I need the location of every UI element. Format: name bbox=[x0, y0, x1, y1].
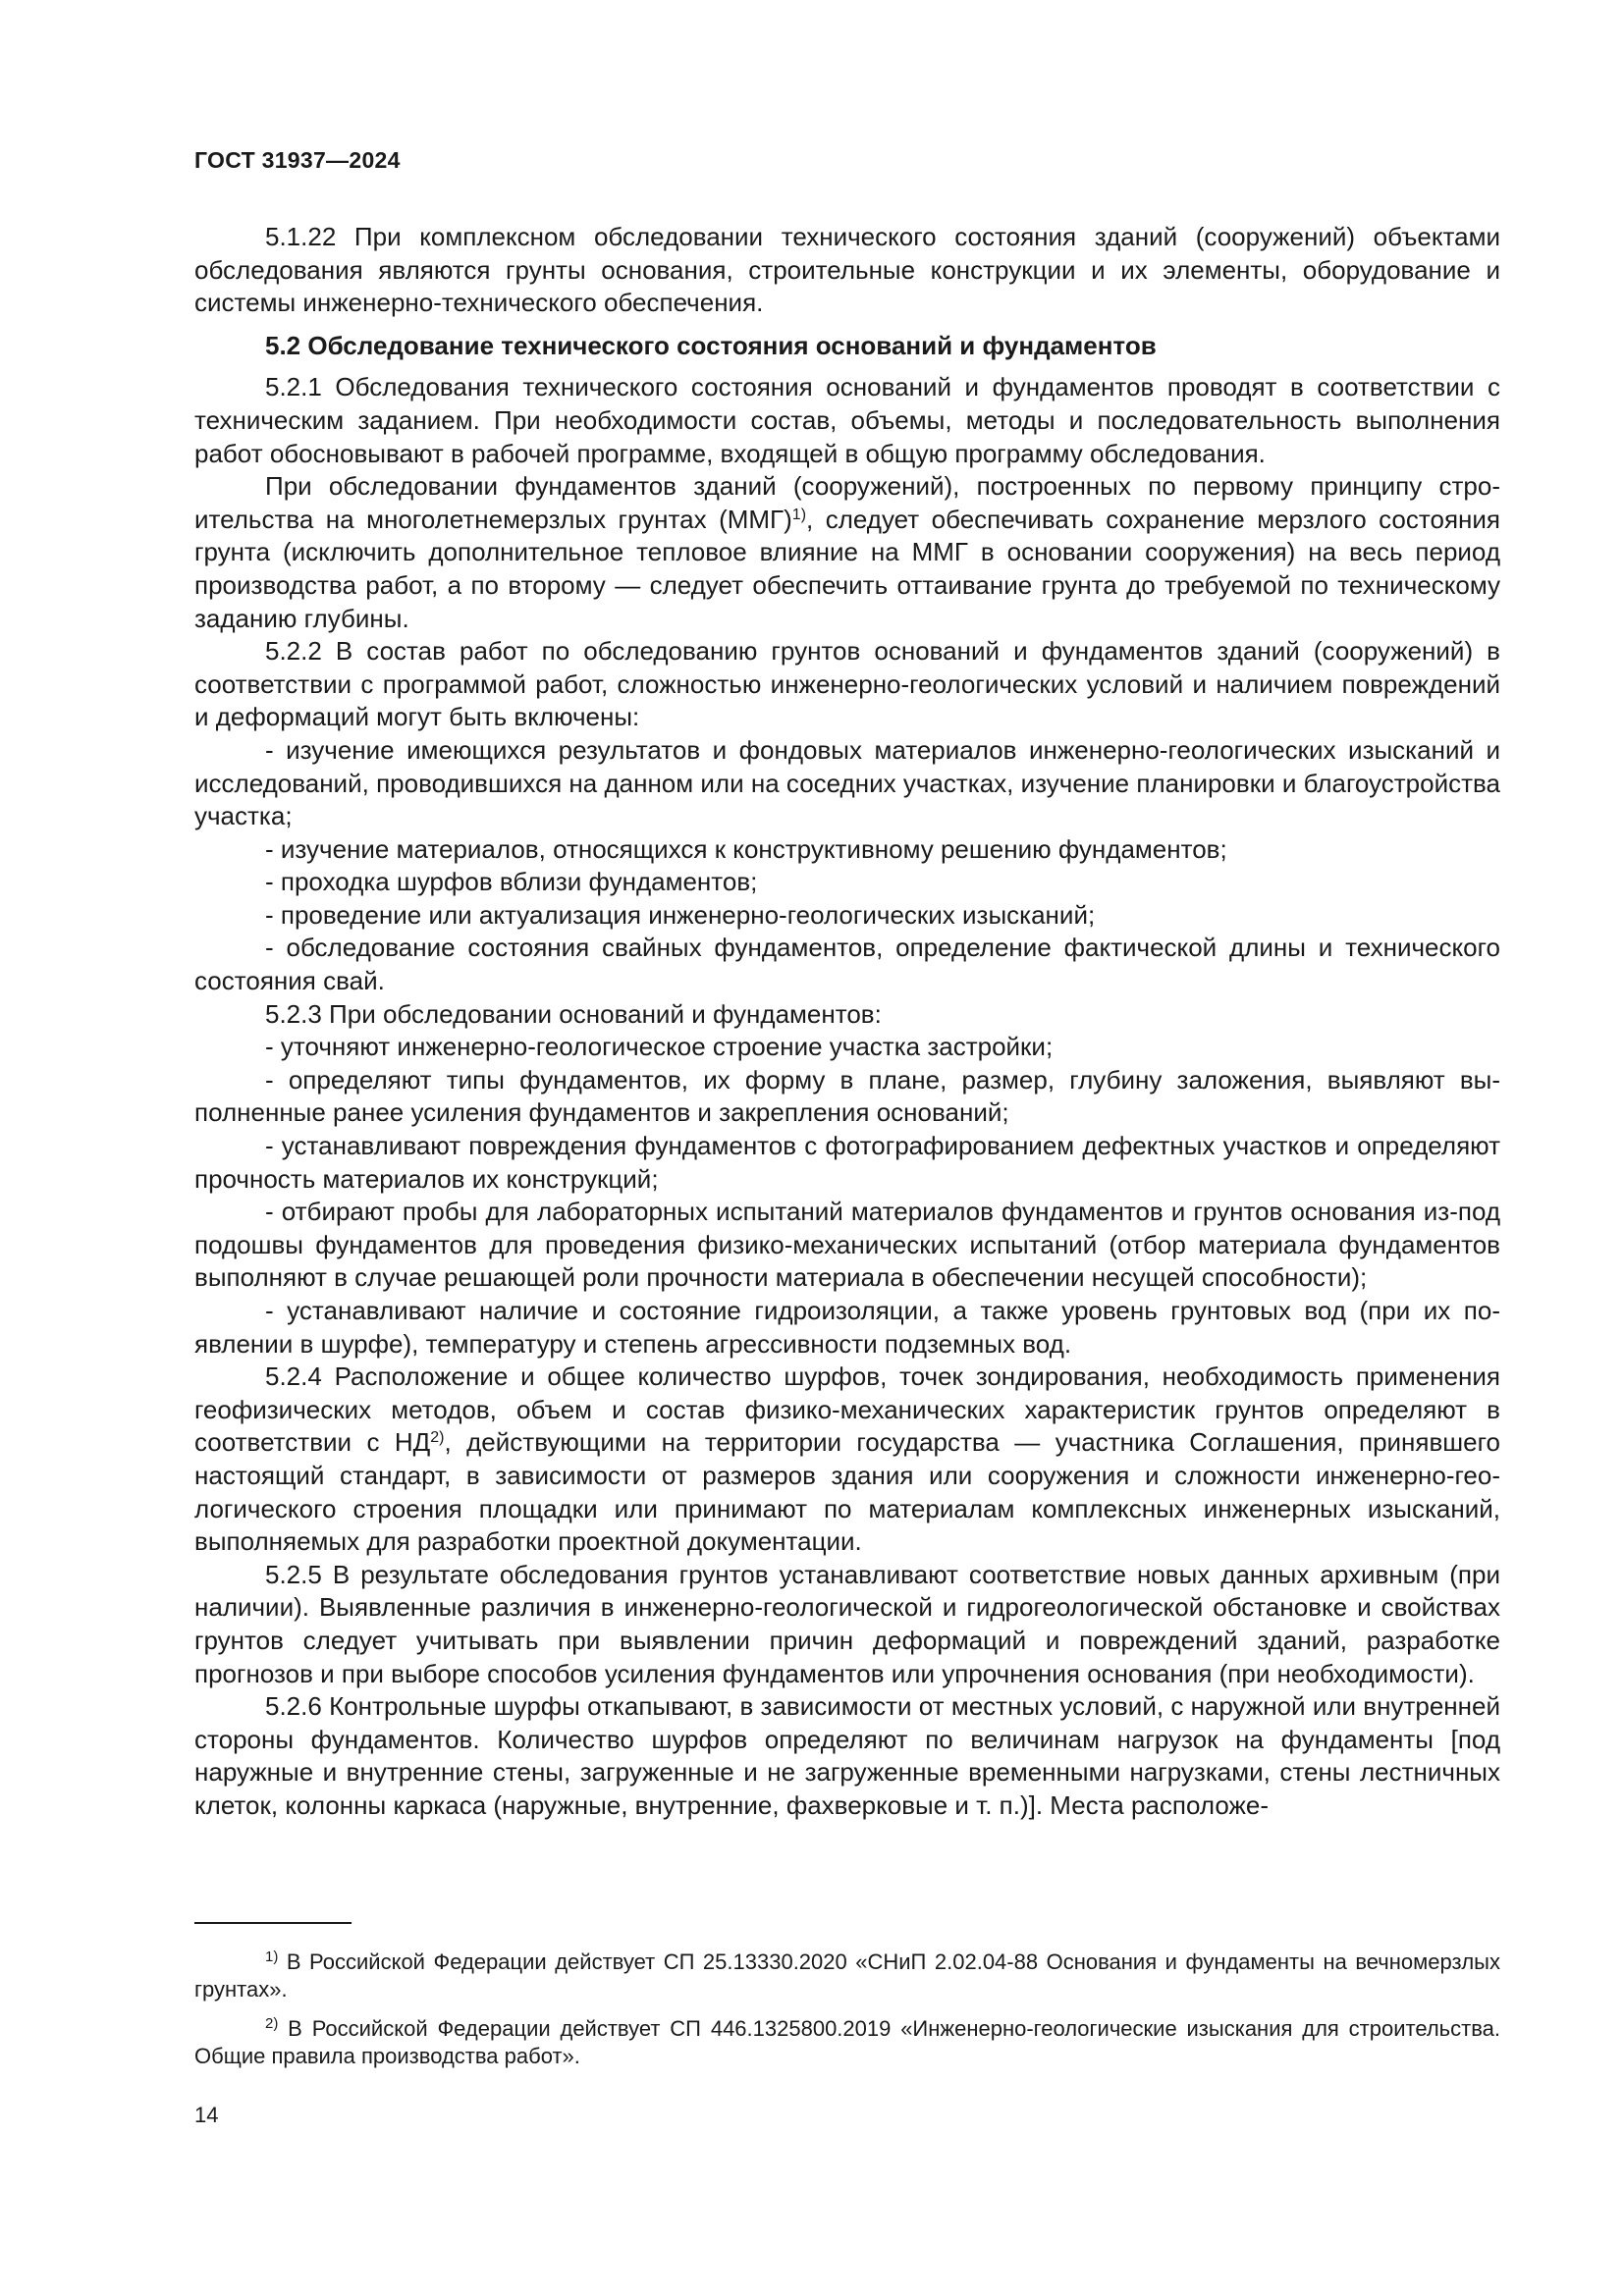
document-header: ГОСТ 31937—2024 bbox=[194, 147, 401, 173]
footnote-1 bbox=[194, 1949, 1500, 2003]
paragraph-5-2-5: 5.2.5 В результате обследования грунтов устанавливают соответствие новых данных архивным (при наличии). Выявленные различия в инженерно-геологической и гидрогеологической обстановке и свойствах грунтов следует учитывать при выявлении причин деформаций и повреждений зданий, разработке прогнозов и при выборе способов усиления фундаментов или упрочнения основания (при необходимости). bbox=[194, 1559, 1500, 1688]
footnotes bbox=[194, 1949, 1500, 2082]
list-item: - обследование состояния свайных фундаментов, определение фактической длины и технического состояния свай. bbox=[194, 933, 1500, 996]
list-item: - изучение имеющихся результатов и фондовых материалов инженерно-геологических изысканий и исследований, проводившихся на данном или на соседних участках, изучение планировки и благоустройства участка; bbox=[194, 734, 1500, 831]
paragraph-5-2-4-part-b: , действующими на территории государства — участника Соглашения, принявшего настоящий стандарт, в зависимости от размеров здания или сооружения и сложности инженерно-геологического строения площадки или принимают по материалам комплексных инженерных изысканий, выполняемых для разработки проектной документации. bbox=[194, 1427, 1501, 1557]
footnote-text: В Российской Федерации действует СП 446.1325800.2019 «Инженерно-геологические изыскания для строительства. Общие правила производства работ». bbox=[194, 2016, 1500, 2068]
list-item: - изучение материалов, относящихся к конструктивному решению фундаментов; bbox=[265, 833, 1227, 864]
footnote-ref-2[interactable]: 2) bbox=[430, 1429, 445, 1447]
paragraph-5-2-4 bbox=[194, 1361, 1500, 1559]
list-item: - устанавливают наличие и состояние гидроизоляции, а также уровень грунтовых вод (при их появлении в шурфе), температуру и степень агрессивности подземных вод. bbox=[194, 1296, 1500, 1359]
footnote-text: В Российской Федерации действует СП 25.13330.2020 «СНиП 2.02.04-88 Основания и фундаменты на вечномерзлых грунтах». bbox=[194, 1949, 1500, 2002]
footnote-marker: 2) bbox=[265, 2015, 279, 2032]
footnote-2 bbox=[194, 2015, 1500, 2070]
paragraph-5-1-22: 5.1.22 При комплексном обследовании технического состояния зданий (сооружений) объектами обследования являются грунты основания, строительные конструкции и их элементы, оборудование и системы инженерно-технического обеспечения. bbox=[194, 222, 1500, 318]
page-number: 14 bbox=[194, 2103, 219, 2127]
paragraph-permafrost-part-b: , следует обеспечивать сохранение мерзлого состояния грунта (исключить дополнительное тепловое влияние на ММГ в основании сооружения) на весь период производства работ, а по второму — следует обеспечить оттаивание грунта до требуемой по техническому заданию глубины. bbox=[194, 504, 1500, 633]
list-item: - устанавливают повреждения фундаментов с фотографированием дефектных участков и определяют прочность материалов их конструкций; bbox=[194, 1131, 1500, 1194]
paragraph-permafrost bbox=[194, 470, 1500, 635]
section-heading-5-2: 5.2 Обследование технического состояния оснований и фундаментов bbox=[265, 330, 1157, 360]
paragraph-5-2-4-part-a: 5.2.4 Расположение и общее количество шурфов, точек зондирования, необходимость применения геофизических методов, объем и состав физико-механических характеристик грунтов определяют в соответствии с НД bbox=[194, 1362, 1500, 1458]
list-item: - отбирают пробы для лабораторных испытаний материалов фундаментов и грунтов основания из-под подошвы фундаментов для проведения физико-механических испытаний (отбор материала фундаментов выполняют в случае решающей роли прочности материала в обеспечении несущей способности); bbox=[194, 1197, 1500, 1293]
paragraph-5-2-6: 5.2.6 Контрольные шурфы откапывают, в зависимости от местных условий, с наружной или внутренней стороны фундаментов. Количество шурфов определяют по величинам нагрузок на фундаменты [под наружные и внутренние стены, загруженные и не загруженные временными нагрузками, стены лестничных клеток, колонны каркаса (наружные, внутренние, фахверковые и т. п.)]. Места расположе- bbox=[194, 1691, 1500, 1820]
list-item: - определяют типы фундаментов, их форму в плане, размер, глубину заложения, выявляют выполненные ранее усиления фундаментов и закрепления оснований; bbox=[194, 1064, 1500, 1128]
paragraph-5-2-2: 5.2.2 В состав работ по обследованию грунтов оснований и фундаментов зданий (сооружений) в соответствии с программой работ, сложностью инженерно-геологических условий и наличием повреждений и деформаций могут быть включены: bbox=[194, 636, 1500, 732]
list-item: - проведение или актуализация инженерно-геологических изысканий; bbox=[265, 899, 1096, 930]
footnote-ref-1[interactable]: 1) bbox=[791, 506, 807, 523]
paragraph-permafrost-part-a: При обследовании фундаментов зданий (сооружений), построенных по первому принципу строительства на многолетнемерзлых грунтах (ММГ) bbox=[194, 471, 1500, 534]
footnote-marker: 1) bbox=[265, 1949, 279, 1965]
document-body bbox=[194, 221, 1500, 1823]
paragraph-5-2-1: 5.2.1 Обследования технического состояния оснований и фундаментов проводят в соответствии с техническим заданием. При необходимости состав, объемы, методы и последовательность выполнения работ обосновывают в рабочей программе, входящей в общую программу обследования. bbox=[194, 372, 1500, 468]
paragraph-5-2-3: 5.2.3 При обследовании оснований и фундаментов: bbox=[265, 998, 882, 1029]
footnote-separator bbox=[194, 1922, 352, 1924]
list-item: - уточняют инженерно-геологическое строение участка застройки; bbox=[265, 1032, 1054, 1062]
list-item: - проходка шурфов вблизи фундаментов; bbox=[265, 867, 758, 897]
